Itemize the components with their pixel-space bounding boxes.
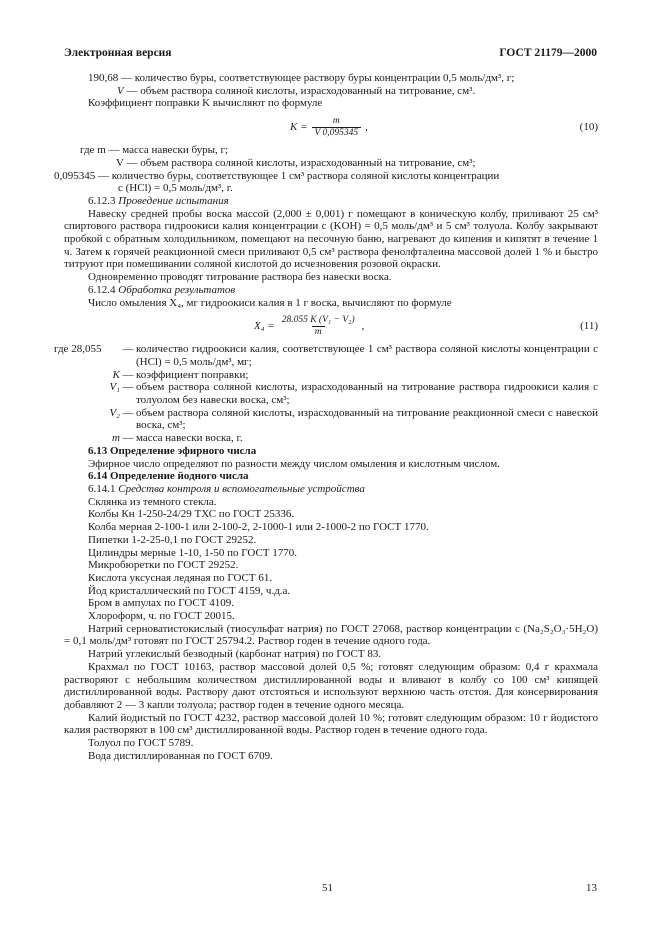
section-6-12-4-title: Обработка результатов [118, 283, 236, 296]
defs-11-dash: — [122, 406, 134, 419]
header-right: ГОСТ 21179—2000 [499, 47, 597, 59]
formula-10-number: (10) [579, 121, 598, 134]
defs-11-row [54, 432, 598, 445]
section-6-12-3-para: Навеску средней пробы воска массой (2,000 ± 0,001) г помещают в коническую колбу, приливают 25 см³ спиртового раствора гидроокиси калия концентрации c (KOH) = 0,5 моль/дм³ и 5 см³ толуола. Колбу закрывают пробкой с обратным холодильником, помещают на песочную баню, нагревают до кипения и кипятят в течение 1 ч. Затем к горячей реакционной смеси приливают 0,5 см³ раствора фенолфталеина массовой долей 1 % и быстро титруют при помешивании соляной кислотой до исчезновения розовой окраски. [64, 207, 598, 271]
formula-11-number: (11) [580, 320, 598, 333]
section-6-12-4-number: 6.12.4 [88, 283, 116, 296]
def-v-top [64, 85, 598, 98]
reagent-toluene: Толуол по ГОСТ 5789. [88, 737, 194, 750]
defs-11-row [54, 343, 598, 368]
defs-11-list [54, 343, 598, 445]
reagent-thiosulfate: Натрий серноватистокислый (тиосульфат натрия) по ГОСТ 27068, раствор концентрации c (Na₂S₂O₃·5H₂O) = 0,1 моль/дм³ готовят по ГОСТ 25794.2. Раствор годен в течение одного года. [64, 622, 598, 648]
defs-11-dash: — [122, 368, 134, 381]
section-6-12-3-title: Проведение испытания [118, 194, 229, 207]
formula-10-tail: , [365, 121, 368, 134]
reagent-potassium-iodide: Калий йодистый по ГОСТ 4232, раствор массовой долей 10 %; готовят следующим образом: 10 г йодистого калия растворяют в 100 см³ дистиллированной воды. Раствор годен в течение одного года. [64, 711, 598, 737]
formula-10-fraction [312, 116, 362, 139]
equipment-item: Хлороформ, ч. по ГОСТ 20015. [88, 610, 235, 623]
equipment-item: Пипетки 1-2-25-0,1 по ГОСТ 29252. [88, 533, 257, 546]
page-number: 51 [322, 882, 333, 894]
def-190-68: 190,68 — количество буры, соответствующее раствору буры концентрации 0,5 моль/дм³, г; [88, 72, 515, 84]
equipment-item: Кислота уксусная ледяная по ГОСТ 61. [88, 571, 273, 584]
defs-11-text: объем раствора соляной кислоты, израсходованный на титрование реакционной смеси с навеской воска, см³; [136, 406, 598, 432]
defs-11-text: объем раствора соляной кислоты, израсходованный на титрование раствора гидроокиси калия с толуолом без навески воска, см³; [136, 381, 598, 407]
section-6-13-para: Эфирное число определяют по разности между числом омыления и кислотным числом. [88, 457, 500, 470]
section-6-14-heading: 6.14 Определение йодного числа [88, 470, 249, 483]
equipment-item: Микробюретки по ГОСТ 29252. [88, 559, 239, 572]
formula-11-lhs: X₄ = [254, 320, 275, 333]
formula-10 [64, 113, 598, 142]
header-left: Электронная версия [64, 47, 172, 59]
equipment-item: Цилиндры мерные 1-10, 1-50 по ГОСТ 1770. [88, 546, 298, 559]
formula-11-denominator: m [312, 326, 325, 338]
defs-11-text: количество гидроокиси калия, соответствующее 1 см³ раствора соляной кислоты концентрации c (HCl) = 0,5 моль/дм³, мг; [136, 343, 598, 368]
defs-11-row [54, 369, 598, 382]
formula-11-tail: , [361, 320, 365, 333]
defs-11-text: масса навески воска, г. [136, 432, 243, 445]
defs-11-row [54, 407, 598, 432]
reagent-carbonate: Натрий углекислый безводный (карбонат натрия) по ГОСТ 83. [88, 648, 382, 661]
defs-11-symbol: где 28,055 [54, 343, 102, 356]
section-6-12-3-number: 6.12.3 [88, 194, 116, 207]
equipment-item: Колба мерная 2-100-1 или 2-100-2, 2-1000-1 или 2-1000-2 по ГОСТ 1770. [88, 521, 429, 534]
sheet-number: 13 [586, 882, 597, 894]
defs-11-text: коэффициент поправки; [136, 368, 249, 381]
section-6-14-1-title: Средства контроля и вспомогательные устройства [118, 482, 365, 495]
section-6-12-4-heading [64, 284, 598, 297]
section-6-13-heading: 6.13 Определение эфирного числа [88, 444, 257, 457]
document-body [54, 72, 598, 762]
equipment-item: Колбы Кн 1-250-24/29 ТХС по ГОСТ 25336. [88, 508, 295, 521]
equipment-item: Склянка из темного стекла. [88, 495, 217, 508]
defs-11-dash: — [122, 343, 134, 356]
defs-11-dash: — [122, 381, 134, 394]
reagent-starch: Крахмал по ГОСТ 10163, раствор массовой долей 0,5 %; готовят следующим образом: 0,4 г крахмала растворяют с небольшим количеством дистиллированной воды и вливают в колбу со 100 см³ кипящей дистиллированной воды. Раствору дают отстояться и используют верхнюю часть отстоя. Для консервирования добавляют 2 — 3 капли толуола; раствор годен в течение одного месяца. [64, 660, 598, 711]
defs-11-row [54, 381, 598, 406]
formula-10-numerator: m [332, 116, 340, 127]
k-intro: Коэффициент поправки K вычисляют по формуле [88, 97, 323, 110]
defs-11-symbol: K [112, 368, 120, 381]
section-6-14-1-heading [64, 483, 598, 496]
formula-11-fraction [279, 315, 358, 338]
def10-v: V — объем раствора соляной кислоты, израсходованный на титрование, см³; [116, 156, 476, 169]
def-v-symbol: V [117, 84, 124, 97]
def10-k-cont: c (HCl) = 0,5 моль/дм³, г. [118, 182, 233, 195]
defs-11-symbol: V₂ [109, 406, 120, 419]
reagent-water: Вода дистиллированная по ГОСТ 6709. [88, 749, 273, 762]
equipment-item: Бром в ампулах по ГОСТ 4109. [88, 597, 234, 610]
section-6-12-4-intro: Число омыления X₄, мг гидроокиси калия в 1 г воска, вычисляют по формуле [88, 296, 452, 309]
formula-10-denominator: V 0,095345 [312, 127, 362, 139]
formula-10-lhs: K = [290, 121, 308, 134]
def-v-text: — объем раствора соляной кислоты, израсходованный на титрование, см³. [126, 84, 476, 97]
formula-11 [64, 312, 598, 341]
def10-k: 0,095345 — количество буры, соответствующее 1 см³ раствора соляной кислоты концентрации [54, 169, 500, 182]
defs-11-symbol: m [112, 432, 120, 445]
section-6-12-3-para2: Одновременно проводят титрование раствора без навески воска. [88, 271, 392, 284]
defs-11-dash: — [122, 432, 134, 445]
section-6-14-1-number: 6.14.1 [88, 482, 116, 495]
formula-11-numerator: 28.055 K (V₁ − V₂) [281, 315, 355, 326]
def10-m: где m — масса навески буры, г; [80, 144, 229, 157]
section-6-12-3-heading [64, 195, 598, 208]
equipment-item: Йод кристаллический по ГОСТ 4159, ч.д.а. [88, 584, 291, 597]
defs-11-symbol: V₁ [109, 381, 120, 394]
